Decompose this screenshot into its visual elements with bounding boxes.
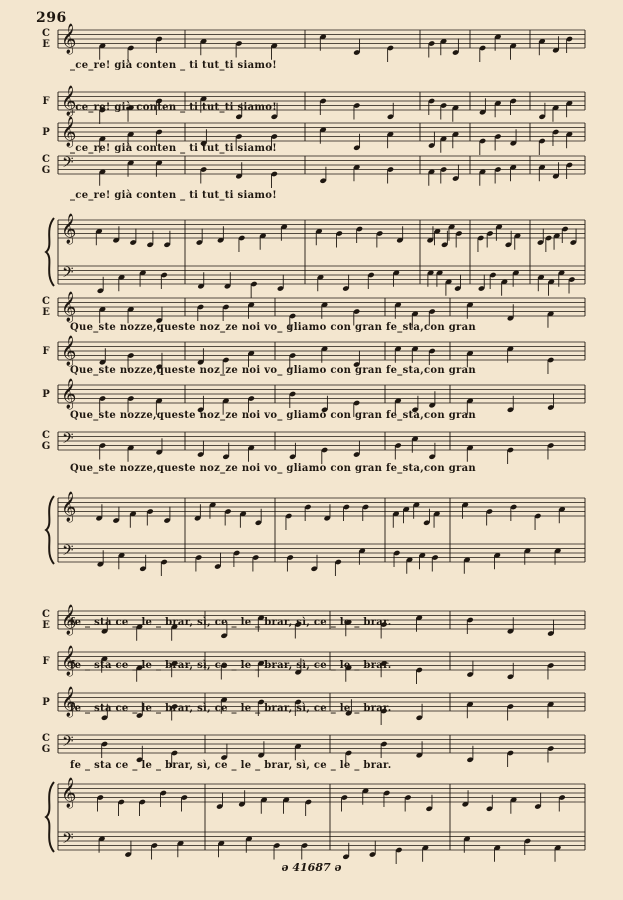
voice-label-cg	[40, 430, 52, 452]
system-2-staff-cg	[58, 430, 585, 464]
bass-clef-icon: 𝄢	[62, 830, 74, 851]
voice-label-ce	[40, 296, 52, 318]
piano-brace	[46, 218, 54, 286]
system-1-piano-treble	[58, 213, 585, 252]
system-1-lyrics-cg: _ce_re! già conten _ ti tut_ti siamo!	[70, 190, 277, 201]
treble-clef-icon: 𝄞	[61, 214, 77, 244]
system-3-lyrics-p: fe _ sta ce _ le _ brar, sì, ce _ le _ brar, sì, ce _ le _ brar.	[70, 703, 392, 714]
voice-label-letter: E	[42, 39, 50, 50]
voice-label-letter: E	[42, 307, 50, 318]
system-2-lyrics-cg: Que_ste nozze,queste noz_ze noi vo_ gliamo con gran fe_sta,con gran	[70, 463, 476, 474]
system-2-lyrics-ce: Que_ste nozze,queste noz_ze noi vo_ gliamo con gran fe_sta,con gran	[70, 322, 476, 333]
system-3-piano-treble	[58, 777, 585, 816]
piano-brace	[46, 782, 54, 852]
voice-label-f	[40, 346, 52, 357]
bass-clef-icon: 𝄢	[62, 430, 74, 451]
plate-number: ə 41687 ə	[281, 861, 342, 874]
voice-label-letter: G	[41, 441, 51, 452]
treble-clef-icon: 𝄞	[61, 292, 77, 322]
voice-label-letter: C	[42, 28, 50, 39]
treble-clef-icon: 𝄞	[61, 117, 77, 147]
system-2-lyrics-p: Que_ste nozze,queste noz_ze noi vo_ gliamo con gran fe_sta,con gran	[70, 410, 476, 421]
voice-label-letter: F	[42, 95, 50, 107]
voice-label-cg	[40, 733, 52, 755]
voice-label-f	[40, 96, 52, 107]
voice-label-letter: P	[42, 126, 50, 138]
system-1-staff-cg	[58, 154, 585, 188]
page-number: 296	[36, 10, 67, 26]
voice-label-letter: G	[41, 744, 51, 755]
bass-clef-icon: 𝄢	[62, 154, 74, 175]
voice-label-letter: C	[42, 296, 50, 307]
voice-label-p	[40, 389, 52, 400]
treble-clef-icon: 𝄞	[61, 336, 77, 366]
voice-label-letter: G	[41, 165, 51, 176]
bass-clef-icon: 𝄢	[62, 733, 74, 754]
system-1-lyrics-p: _ce_re! già conten _ ti tut_ti siamo!	[70, 143, 277, 154]
treble-clef-icon: 𝄞	[61, 492, 77, 522]
system-1-piano-bass	[58, 264, 585, 298]
piano-brace	[46, 496, 54, 564]
treble-clef-icon: 𝄞	[61, 605, 77, 635]
treble-clef-icon: 𝄞	[61, 86, 77, 116]
treble-clef-icon: 𝄞	[61, 646, 77, 676]
system-3-lyrics-f: fe _ sta ce _ le _ brar, sì, ce _ le _ brar, sì, ce _ le _ brar.	[70, 660, 392, 671]
treble-clef-icon: 𝄞	[61, 778, 77, 808]
system-2-lyrics-f: Que_ste nozze,queste noz_ze noi vo_ gliamo con gran fe_sta,con gran	[70, 365, 476, 376]
system-1-lyrics-ce: _ce_re! già conten _ ti tut_ti siamo!	[70, 60, 277, 71]
voice-label-cg	[40, 154, 52, 176]
voice-label-letter: C	[42, 609, 50, 620]
voice-label-ce	[40, 609, 52, 631]
system-3-piano-bass	[58, 830, 585, 864]
system-1-lyrics-f: _ce_re! già conten _ ti tut_ti siamo!	[70, 102, 277, 113]
voice-label-letter: F	[42, 345, 50, 357]
system-3-lyrics-ce: fe _ sta ce _ le _ brar, sì, ce _ le _ brar, sì, ce _ le _ brar.	[70, 617, 392, 628]
voice-label-letter: C	[42, 430, 50, 441]
voice-label-letter: P	[42, 696, 50, 708]
voice-label-ce	[40, 28, 52, 50]
voice-label-p	[40, 127, 52, 138]
system-3-piano-barlines	[58, 784, 585, 850]
system-1-staff-ce	[58, 23, 585, 62]
voice-label-f	[40, 656, 52, 667]
treble-clef-icon: 𝄞	[61, 24, 77, 54]
system-2-piano-barlines	[58, 498, 585, 562]
bass-clef-icon: 𝄢	[62, 264, 74, 285]
voice-label-letter: C	[42, 154, 50, 165]
voice-label-letter: C	[42, 733, 50, 744]
system-2-piano-treble	[58, 491, 585, 530]
system-2-piano-bass	[58, 542, 585, 576]
bass-clef-icon: 𝄢	[62, 542, 74, 563]
treble-clef-icon: 𝄞	[61, 379, 77, 409]
treble-clef-icon: 𝄞	[61, 687, 77, 717]
voice-label-letter: E	[42, 620, 50, 631]
system-3-lyrics-cg: fe _ sta ce _ le _ brar, sì, ce _ le _ brar, sì, ce _ le _ brar.	[70, 760, 392, 771]
voice-label-letter: F	[42, 655, 50, 667]
voice-label-letter: P	[42, 388, 50, 400]
voice-label-p	[40, 697, 52, 708]
